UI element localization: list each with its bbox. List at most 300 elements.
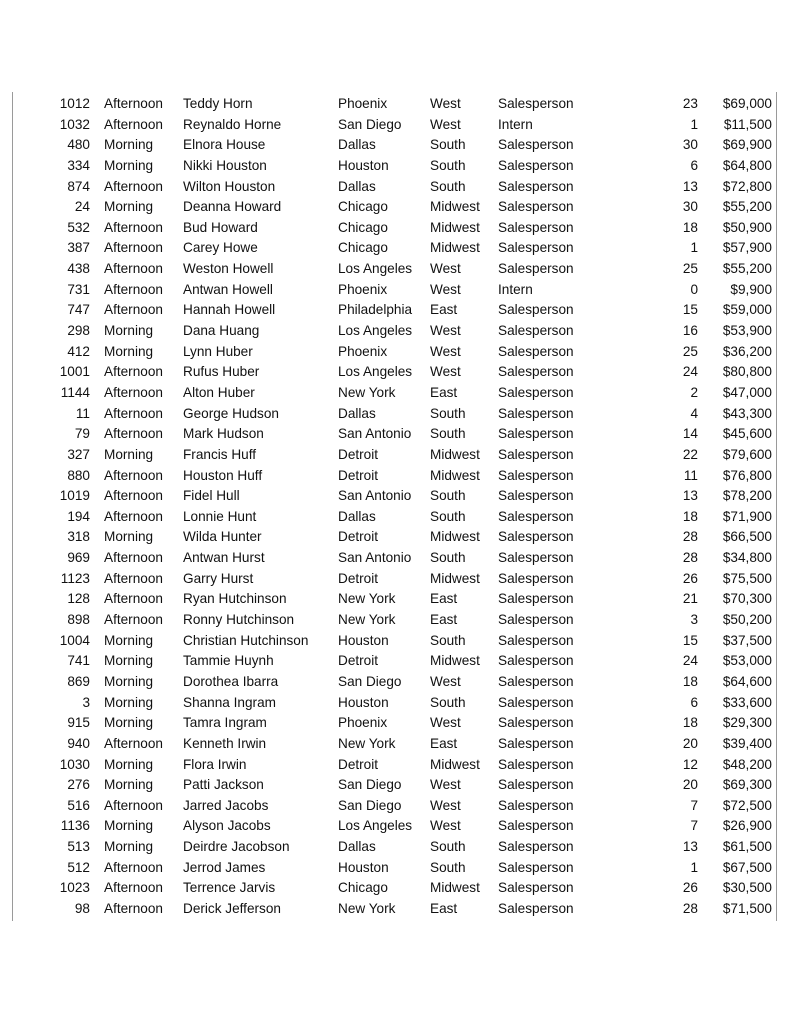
cell-years: 18 [682, 673, 698, 689]
cell-id: 1019 [59, 488, 90, 504]
cell-id: 387 [67, 240, 90, 256]
cell-name: Tammie Huynh [183, 653, 274, 669]
cell-salary: $36,200 [722, 343, 772, 359]
cell-region: West [430, 364, 461, 380]
cell-shift: Afternoon [104, 508, 163, 524]
cell-years: 18 [682, 715, 698, 731]
cell-id: 412 [67, 343, 90, 359]
cell-salary: $59,000 [722, 302, 772, 318]
cell-salary: $70,300 [722, 591, 772, 607]
table-row [0, 569, 791, 590]
table-row [0, 775, 791, 796]
cell-id: 1032 [59, 116, 90, 132]
cell-city: San Antonio [338, 550, 412, 566]
cell-years: 20 [682, 777, 698, 793]
cell-region: South [430, 178, 466, 194]
cell-shift: Morning [104, 446, 154, 462]
cell-name: Lonnie Hunt [183, 508, 257, 524]
table-row [0, 383, 791, 404]
cell-city: Detroit [338, 446, 379, 462]
cell-role: Salesperson [498, 488, 574, 504]
cell-region: West [430, 673, 461, 689]
cell-role: Salesperson [498, 343, 574, 359]
cell-id: 1023 [59, 880, 90, 896]
cell-region: South [430, 859, 466, 875]
cell-name: Wilton Houston [183, 178, 276, 194]
cell-years: 13 [682, 178, 698, 194]
cell-id: 1136 [60, 818, 90, 834]
cell-salary: $80,800 [722, 364, 772, 380]
cell-years: 3 [690, 612, 698, 628]
cell-shift: Afternoon [104, 797, 163, 813]
cell-name: Hannah Howell [183, 302, 276, 318]
cell-id: 1030 [59, 756, 90, 772]
table-row [0, 672, 791, 693]
table-row [0, 445, 791, 466]
cell-role: Salesperson [498, 302, 574, 318]
cell-region: Midwest [430, 570, 480, 586]
table-row [0, 94, 791, 115]
cell-shift: Morning [104, 199, 154, 215]
cell-id: 1144 [60, 384, 90, 400]
cell-salary: $76,800 [722, 467, 772, 483]
cell-years: 28 [682, 529, 698, 545]
cell-id: 79 [74, 426, 90, 442]
cell-shift: Afternoon [104, 364, 163, 380]
table-row [0, 713, 791, 734]
cell-salary: $50,200 [722, 612, 772, 628]
cell-name: Deanna Howard [183, 199, 282, 215]
cell-id: 438 [67, 261, 90, 277]
cell-salary: $61,500 [722, 839, 772, 855]
cell-shift: Morning [104, 529, 154, 545]
cell-city: Detroit [338, 653, 379, 669]
cell-region: Midwest [430, 446, 480, 462]
cell-id: 1123 [60, 570, 90, 586]
cell-city: San Diego [338, 116, 402, 132]
cell-region: West [430, 323, 461, 339]
cell-city: Dallas [338, 839, 376, 855]
cell-role: Intern [498, 116, 533, 132]
cell-name: Carey Howe [183, 240, 258, 256]
cell-id: 747 [67, 302, 90, 318]
cell-id: 327 [67, 446, 90, 462]
cell-city: Los Angeles [338, 364, 413, 380]
cell-years: 1 [690, 116, 698, 132]
table-row [0, 156, 791, 177]
cell-shift: Afternoon [104, 735, 163, 751]
cell-shift: Afternoon [104, 591, 163, 607]
cell-id: 940 [67, 735, 90, 751]
cell-shift: Afternoon [104, 880, 163, 896]
cell-region: West [430, 96, 461, 111]
cell-shift: Morning [104, 157, 154, 173]
cell-id: 532 [67, 219, 90, 235]
cell-years: 2 [690, 384, 698, 400]
cell-id: 1004 [59, 632, 90, 648]
cell-id: 874 [67, 178, 90, 194]
cell-shift: Morning [104, 673, 154, 689]
cell-city: New York [338, 612, 396, 628]
cell-role: Salesperson [498, 96, 574, 111]
table-row [0, 899, 791, 920]
cell-salary: $69,900 [722, 137, 772, 153]
cell-role: Salesperson [498, 735, 574, 751]
cell-years: 7 [690, 797, 698, 813]
cell-city: Detroit [338, 467, 379, 483]
cell-id: 128 [67, 591, 90, 607]
table-row [0, 507, 791, 528]
cell-years: 28 [682, 900, 698, 916]
cell-shift: Morning [104, 137, 154, 153]
cell-role: Salesperson [498, 529, 574, 545]
cell-salary: $57,900 [722, 240, 772, 256]
table-row [0, 218, 791, 239]
cell-city: Houston [338, 694, 389, 710]
cell-salary: $64,800 [722, 157, 772, 173]
cell-salary: $26,900 [722, 818, 772, 834]
cell-city: San Antonio [338, 488, 412, 504]
cell-region: South [430, 839, 466, 855]
cell-years: 30 [682, 199, 698, 215]
cell-salary: $37,500 [722, 632, 772, 648]
cell-role: Salesperson [498, 261, 574, 277]
cell-city: Philadelphia [338, 302, 413, 318]
cell-role: Salesperson [498, 818, 574, 834]
cell-name: Jerrod James [183, 859, 266, 875]
cell-role: Salesperson [498, 632, 574, 648]
cell-region: West [430, 715, 461, 731]
cell-salary: $45,600 [722, 426, 772, 442]
cell-region: South [430, 137, 466, 153]
cell-name: Bud Howard [183, 219, 258, 235]
cell-years: 16 [682, 323, 698, 339]
table-row [0, 424, 791, 445]
table-row [0, 197, 791, 218]
table-row [0, 651, 791, 672]
cell-salary: $69,300 [722, 777, 772, 793]
cell-years: 0 [690, 281, 698, 297]
cell-id: 915 [67, 715, 90, 731]
cell-years: 18 [682, 508, 698, 524]
cell-salary: $43,300 [722, 405, 772, 421]
cell-shift: Afternoon [104, 550, 163, 566]
cell-region: East [430, 735, 458, 751]
cell-years: 30 [682, 137, 698, 153]
cell-city: Los Angeles [338, 261, 413, 277]
cell-city: Dallas [338, 137, 376, 153]
cell-shift: Afternoon [104, 384, 163, 400]
cell-name: Dorothea Ibarra [183, 673, 279, 689]
cell-role: Salesperson [498, 384, 574, 400]
cell-shift: Afternoon [104, 859, 163, 875]
cell-city: Houston [338, 632, 389, 648]
cell-id: 3 [82, 694, 90, 710]
cell-shift: Morning [104, 694, 154, 710]
cell-salary: $39,400 [722, 735, 772, 751]
cell-city: New York [338, 591, 396, 607]
cell-salary: $9,900 [730, 281, 772, 297]
cell-name: Nikki Houston [183, 157, 267, 173]
cell-name: Jarred Jacobs [183, 797, 269, 813]
cell-city: Houston [338, 157, 389, 173]
cell-region: Midwest [430, 529, 480, 545]
table-row [0, 486, 791, 507]
cell-name: Ronny Hutchinson [183, 612, 295, 628]
cell-salary: $69,000 [722, 96, 772, 111]
table-row [0, 734, 791, 755]
cell-salary: $55,200 [722, 199, 772, 215]
cell-shift: Morning [104, 653, 154, 669]
table-row [0, 878, 791, 899]
cell-years: 25 [682, 343, 698, 359]
cell-name: Tamra Ingram [183, 715, 267, 731]
cell-region: West [430, 777, 461, 793]
cell-name: Fidel Hull [183, 488, 240, 504]
cell-city: San Diego [338, 797, 402, 813]
cell-id: 1012 [59, 96, 90, 111]
cell-region: Midwest [430, 199, 480, 215]
cell-years: 12 [682, 756, 698, 772]
table-row [0, 135, 791, 156]
table-row [0, 858, 791, 879]
cell-salary: $71,900 [722, 508, 772, 524]
cell-id: 513 [67, 839, 90, 855]
cell-salary: $30,500 [722, 880, 772, 896]
cell-salary: $72,800 [722, 178, 772, 194]
cell-region: East [430, 302, 458, 318]
cell-role: Salesperson [498, 550, 574, 566]
cell-name: Mark Hudson [183, 426, 264, 442]
cell-city: Dallas [338, 178, 376, 194]
cell-city: San Antonio [338, 426, 412, 442]
cell-shift: Afternoon [104, 240, 163, 256]
cell-name: Antwan Hurst [183, 550, 265, 566]
cell-city: Chicago [338, 880, 388, 896]
cell-name: Ryan Hutchinson [183, 591, 287, 607]
cell-shift: Afternoon [104, 261, 163, 277]
table-row [0, 610, 791, 631]
cell-id: 480 [67, 137, 90, 153]
cell-role: Salesperson [498, 240, 574, 256]
cell-city: Phoenix [338, 343, 388, 359]
cell-name: Dana Huang [183, 323, 260, 339]
cell-years: 15 [682, 632, 698, 648]
cell-years: 14 [682, 426, 698, 442]
cell-salary: $47,000 [722, 384, 772, 400]
cell-shift: Morning [104, 756, 154, 772]
cell-region: East [430, 591, 458, 607]
cell-role: Salesperson [498, 653, 574, 669]
cell-shift: Afternoon [104, 612, 163, 628]
cell-shift: Afternoon [104, 219, 163, 235]
cell-shift: Afternoon [104, 426, 163, 442]
table-row [0, 693, 791, 714]
table-row [0, 796, 791, 817]
cell-id: 731 [67, 281, 90, 297]
cell-salary: $11,500 [723, 116, 772, 132]
cell-role: Salesperson [498, 157, 574, 173]
cell-role: Salesperson [498, 797, 574, 813]
cell-salary: $33,600 [722, 694, 772, 710]
cell-years: 6 [690, 694, 698, 710]
cell-region: East [430, 384, 458, 400]
cell-id: 318 [67, 529, 90, 545]
cell-salary: $79,600 [722, 446, 772, 462]
cell-shift: Afternoon [104, 900, 163, 916]
table-row [0, 259, 791, 280]
table-row [0, 837, 791, 858]
cell-shift: Morning [104, 632, 154, 648]
cell-salary: $75,500 [722, 570, 772, 586]
table-row [0, 404, 791, 425]
cell-role: Salesperson [498, 591, 574, 607]
cell-years: 1 [690, 859, 698, 875]
cell-name: Reynaldo Horne [183, 116, 282, 132]
cell-region: Midwest [430, 467, 480, 483]
cell-city: Chicago [338, 199, 388, 215]
cell-name: Alyson Jacobs [183, 818, 271, 834]
cell-id: 276 [67, 777, 90, 793]
cell-years: 1 [690, 240, 698, 256]
cell-role: Salesperson [498, 859, 574, 875]
cell-role: Salesperson [498, 137, 574, 153]
table-row [0, 321, 791, 342]
cell-salary: $67,500 [722, 859, 772, 875]
cell-id: 880 [67, 467, 90, 483]
cell-city: Chicago [338, 219, 388, 235]
cell-id: 512 [67, 859, 90, 875]
cell-role: Salesperson [498, 880, 574, 896]
cell-shift: Afternoon [104, 570, 163, 586]
cell-role: Salesperson [498, 199, 574, 215]
cell-role: Salesperson [498, 467, 574, 483]
cell-region: West [430, 818, 461, 834]
table-row [0, 548, 791, 569]
table-row [0, 589, 791, 610]
cell-name: Deirdre Jacobson [183, 839, 290, 855]
cell-name: Francis Huff [183, 446, 257, 462]
cell-id: 869 [67, 673, 90, 689]
cell-role: Salesperson [498, 178, 574, 194]
cell-shift: Afternoon [104, 116, 163, 132]
cell-region: West [430, 797, 461, 813]
table-row [0, 362, 791, 383]
cell-region: South [430, 405, 466, 421]
cell-years: 6 [690, 157, 698, 173]
cell-shift: Morning [104, 343, 154, 359]
cell-salary: $64,600 [722, 673, 772, 689]
cell-name: Flora Irwin [183, 756, 247, 772]
cell-region: Midwest [430, 880, 480, 896]
cell-city: Chicago [338, 240, 388, 256]
cell-shift: Afternoon [104, 405, 163, 421]
table-row [0, 280, 791, 301]
cell-region: South [430, 694, 466, 710]
cell-city: Los Angeles [338, 323, 413, 339]
cell-years: 20 [682, 735, 698, 751]
cell-name: Derick Jefferson [183, 900, 281, 916]
table-row [0, 755, 791, 776]
cell-region: West [430, 261, 461, 277]
table-row [0, 300, 791, 321]
cell-salary: $66,500 [722, 529, 772, 545]
cell-region: East [430, 900, 458, 916]
cell-name: Teddy Horn [183, 96, 253, 111]
cell-city: New York [338, 900, 396, 916]
cell-shift: Morning [104, 839, 154, 855]
cell-role: Salesperson [498, 446, 574, 462]
cell-name: George Hudson [183, 405, 279, 421]
cell-region: West [430, 343, 461, 359]
cell-years: 11 [683, 467, 698, 483]
cell-shift: Afternoon [104, 178, 163, 194]
employee-table [0, 94, 791, 920]
cell-role: Salesperson [498, 715, 574, 731]
cell-years: 23 [682, 96, 698, 111]
cell-name: Garry Hurst [183, 570, 254, 586]
cell-years: 13 [682, 488, 698, 504]
cell-region: South [430, 488, 466, 504]
cell-years: 24 [682, 653, 698, 669]
cell-id: 334 [67, 157, 90, 173]
cell-city: Phoenix [338, 715, 388, 731]
cell-shift: Afternoon [104, 488, 163, 504]
table-row [0, 527, 791, 548]
cell-salary: $34,800 [722, 550, 772, 566]
cell-salary: $72,500 [722, 797, 772, 813]
cell-id: 24 [74, 199, 90, 215]
cell-region: South [430, 550, 466, 566]
cell-name: Patti Jackson [183, 777, 264, 793]
cell-shift: Morning [104, 715, 154, 731]
table-row [0, 816, 791, 837]
cell-city: Phoenix [338, 281, 388, 297]
cell-role: Salesperson [498, 756, 574, 772]
cell-city: San Diego [338, 673, 402, 689]
cell-name: Shanna Ingram [183, 694, 276, 710]
cell-name: Rufus Huber [183, 364, 260, 380]
cell-role: Salesperson [498, 839, 574, 855]
cell-id: 194 [67, 508, 90, 524]
table-row [0, 115, 791, 136]
cell-city: Houston [338, 859, 389, 875]
cell-salary: $29,300 [722, 715, 772, 731]
cell-name: Weston Howell [183, 261, 274, 277]
cell-city: New York [338, 735, 396, 751]
cell-shift: Afternoon [104, 281, 163, 297]
cell-region: South [430, 157, 466, 173]
cell-shift: Morning [104, 323, 154, 339]
cell-region: Midwest [430, 240, 480, 256]
cell-city: Detroit [338, 570, 379, 586]
cell-shift: Morning [104, 777, 154, 793]
cell-id: 11 [75, 405, 90, 421]
cell-role: Salesperson [498, 570, 574, 586]
cell-id: 516 [67, 797, 90, 813]
cell-shift: Afternoon [104, 467, 163, 483]
cell-city: Los Angeles [338, 818, 413, 834]
cell-role: Intern [498, 281, 533, 297]
cell-name: Elnora House [183, 137, 266, 153]
cell-salary: $55,200 [722, 261, 772, 277]
cell-salary: $50,900 [722, 219, 772, 235]
cell-name: Houston Huff [183, 467, 263, 483]
cell-id: 898 [67, 612, 90, 628]
cell-city: Dallas [338, 508, 376, 524]
table-row [0, 177, 791, 198]
cell-name: Lynn Huber [183, 343, 253, 359]
